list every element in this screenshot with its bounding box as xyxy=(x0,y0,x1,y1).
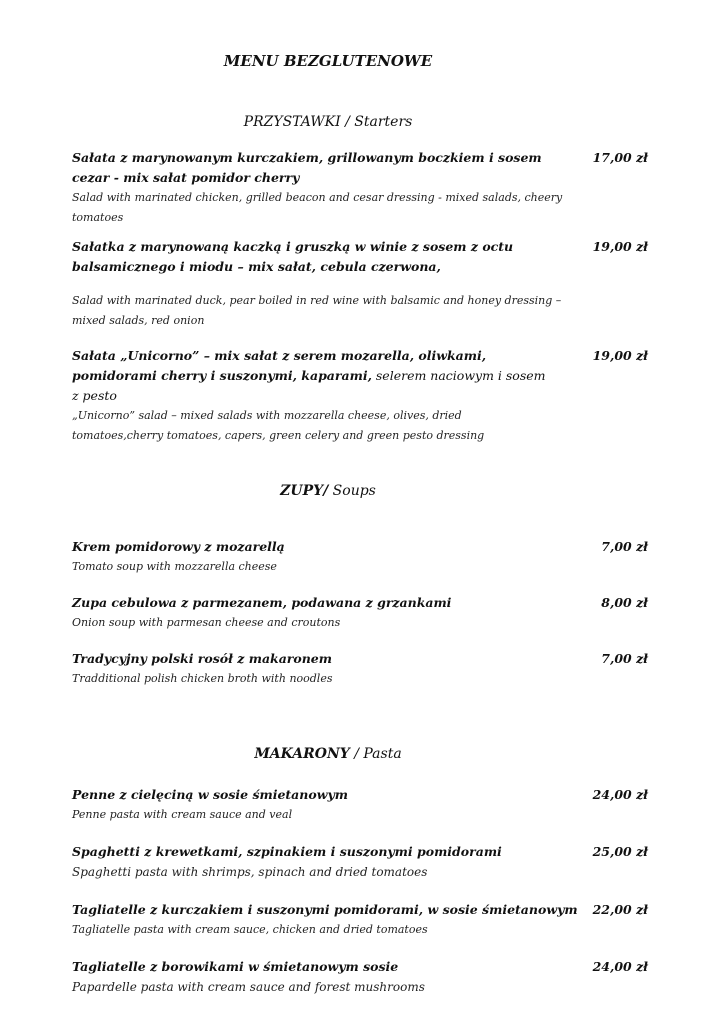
item-name-text-normal: selerem naciowym i sosem z pesto xyxy=(72,368,546,403)
item-description: „Unicorno” salad – mixed salads with mozzarella cheese, olives, dried tomatoes,cherry tomatoes, capers, green celery and green pesto dressing xyxy=(72,409,485,442)
item-price: 7,00 zł xyxy=(601,539,648,554)
item-name-text: Sałata z marynowanym kurczakiem, grillowanym boczkiem i sosem cezar - mix sałat pomidor cherry xyxy=(72,150,542,185)
item-name-text: Sałata „Unicorno” – mix sałat z serem mozarella, oliwkami, pomidorami cherry i suszonymi, kaparami, xyxy=(72,348,487,383)
section-title-en: / Pasta xyxy=(349,746,402,762)
section-title-pl: ZUPY/ xyxy=(280,483,329,499)
item-price: 25,00 zł xyxy=(592,844,648,859)
item-name: Tagliatelle z kurczakiem i suszonymi pomidorami, w sosie śmietanowym xyxy=(72,902,578,917)
item-name: Tradycyjny polski rosół z makaronem xyxy=(72,651,332,666)
item-price: 8,00 zł xyxy=(601,595,648,610)
menu-item xyxy=(72,346,648,446)
menu-item xyxy=(72,148,648,228)
item-description: Tagliatelle pasta with cream sauce, chicken and dried tomatoes xyxy=(72,923,428,936)
item-name-text: Sałatka z marynowaną kaczką i gruszką w winie z sosem z octu balsamicznego i miodu – mix sałat, cebula czerwona, xyxy=(72,239,514,274)
item-name xyxy=(72,237,562,277)
menu-item xyxy=(72,237,648,331)
item-description: Salad with marinated chicken, grilled beacon and cesar dressing - mixed salads, cheery tomatoes xyxy=(72,191,563,224)
item-name: Penne z cielęciną w sosie śmietanowym xyxy=(72,787,348,802)
item-description: Salad with marinated duck, pear boiled in red wine with balsamic and honey dressing – mixed salads, red onion xyxy=(72,294,562,327)
item-description: Onion soup with parmesan cheese and croutons xyxy=(72,616,341,629)
item-price: 7,00 zł xyxy=(601,651,648,666)
item-name: Zupa cebulowa z parmezanem, podawana z grzankami xyxy=(72,595,452,610)
item-price: 24,00 zł xyxy=(592,787,648,802)
item-price: 19,00 zł xyxy=(592,239,648,254)
section-title-pl: PRZYSTAWKI xyxy=(243,114,341,130)
item-price: 24,00 zł xyxy=(592,959,648,974)
menu-item xyxy=(72,842,648,882)
item-price: 17,00 zł xyxy=(592,150,648,165)
menu-item xyxy=(72,900,648,940)
item-description: Tomato soup with mozzarella cheese xyxy=(72,560,277,573)
section-title-en: / Starters xyxy=(340,114,413,130)
item-description: Penne pasta with cream sauce and veal xyxy=(72,808,293,821)
item-name: Krem pomidorowy z mozarellą xyxy=(72,539,285,554)
section-title-pl: MAKARONY xyxy=(254,746,350,762)
menu-item xyxy=(72,785,648,825)
item-price: 22,00 zł xyxy=(592,902,648,917)
item-name xyxy=(72,148,572,188)
section-title-soups xyxy=(0,483,656,499)
item-description: Papardelle pasta with cream sauce and forest mushrooms xyxy=(72,980,425,994)
menu-item xyxy=(72,649,648,689)
section-title-en: Soups xyxy=(328,483,376,499)
item-name: Tagliatelle z borowikami w śmietanowym sosie xyxy=(72,959,399,974)
menu-item xyxy=(72,537,648,577)
section-title-pasta xyxy=(0,746,656,762)
item-name: Spaghetti z krewetkami, szpinakiem i suszonymi pomidorami xyxy=(72,844,502,859)
item-name xyxy=(72,346,552,406)
menu-item xyxy=(72,593,648,633)
item-description: Spaghetti pasta with shrimps, spinach and dried tomatoes xyxy=(72,865,428,879)
section-title-starters xyxy=(0,114,656,130)
item-price: 19,00 zł xyxy=(592,348,648,363)
menu-title: MENU BEZGLUTENOWE xyxy=(223,52,433,70)
item-description: Tradditional polish chicken broth with noodles xyxy=(72,672,333,685)
menu-item xyxy=(72,957,648,997)
